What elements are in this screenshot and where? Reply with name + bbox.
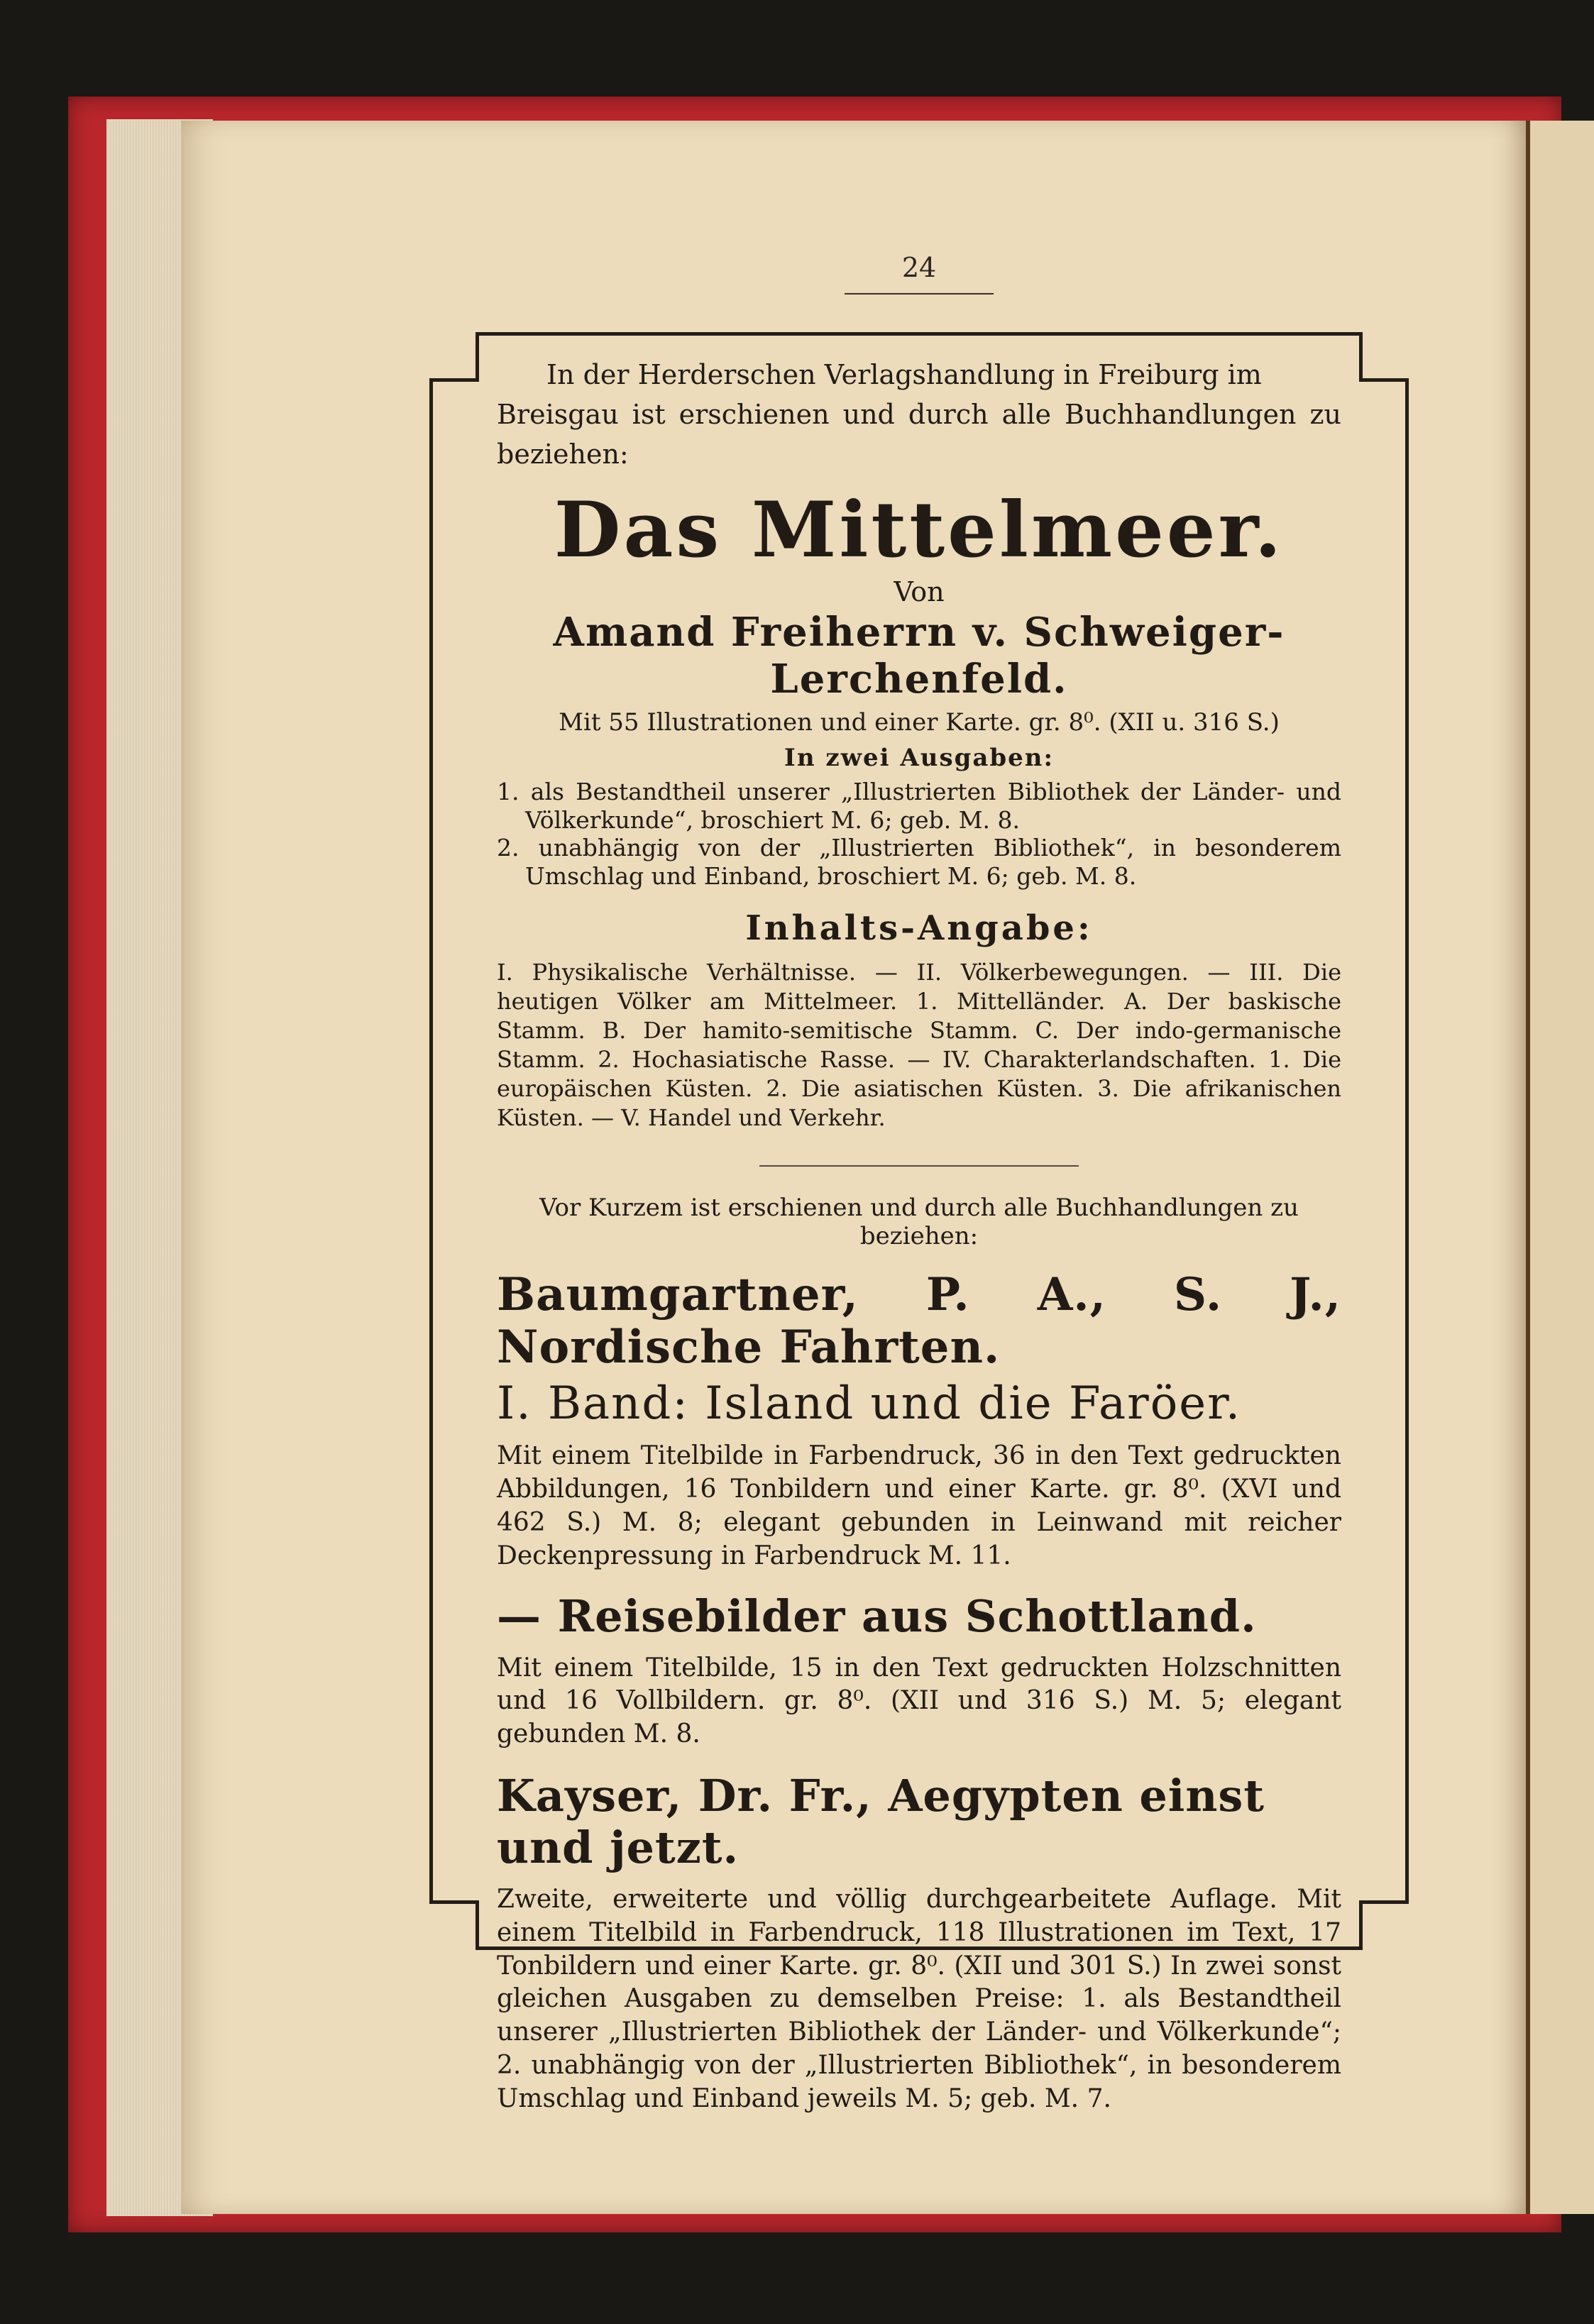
intro-line-1: In der Herderschen Verlagshandlung in Freiburg im <box>546 359 1262 390</box>
facing-page-edge <box>1526 121 1594 2214</box>
intro-line-2: Breisgau ist erschienen und durch alle Buchhandlungen zu beziehen: <box>497 399 1341 470</box>
book1-subhead: I. Band: Island und die Faröer. <box>497 1377 1242 1431</box>
book-title-mittelmeer: Das Mittelmeer. <box>554 485 1285 575</box>
book-meta: Mit 55 Illustrationen und einer Karte. gr. 8⁰. (XII u. 316 S.) <box>559 708 1280 737</box>
author-von: Von <box>894 576 945 608</box>
advertisement-content <box>429 334 1409 2113</box>
book3-body: Zweite, erweiterte und völlig durchgearbeitete Auflage. Mit einem Titelbild in Farbendruck, 118 Illustrationen im Text, 17 Tonbildern und einer Karte. gr. 8⁰. (XII und 301 S.) In zwei sonst gleichen Ausgaben zu demselben Preise: 1. als Bestandtheil unserer „Illustrierten Bibliothek der Länder- und Völkerkunde“; 2. unabhängig von der „Illustrierten Bibliothek“, in besonderem Umschlag und Einband jeweils M. 5; geb. M. 7. <box>497 1884 1341 2113</box>
book2-headline: — Reisebilder aus Schottland. <box>497 1590 1257 1642</box>
section-divider <box>759 1165 1079 1167</box>
book1-body: Mit einem Titelbilde in Farbendruck, 36 in den Text gedruckten Abbildungen, 16 Tonbildern und einer Karte. gr. 8⁰. (XVI und 462 S.) M. 8; elegant gebunden in Leinwand mit reicher Deckenpressung in Farbendruck M. 11. <box>497 1441 1341 1570</box>
book1-headline: Baumgartner, P. A., S. J., Nordische Fahrten. <box>497 1268 1341 1374</box>
author-name: Amand Freiherrn v. Schweiger-Lerchenfeld. <box>553 609 1285 703</box>
contents-text: I. Physikalische Verhältnisse. — II. Völkerbewegungen. — III. Die heutigen Völker am Mittelmeer. 1. Mittelländer. A. Der baskische Stamm. B. Der hamito-semitische Stamm. C. Der indo-germanische Stamm. 2. Hochasiatische Rasse. — IV. Charakterlandschaften. 1. Die europäischen Küsten. 2. Die asiatischen Küsten. 3. Die afrikanischen Küsten. — V. Handel und Verkehr. <box>497 959 1341 1132</box>
announcement-line: Vor Kurzem ist erschienen und durch alle Buchhandlungen zu beziehen: <box>539 1194 1299 1251</box>
contents-heading: Inhalts-Angabe: <box>745 908 1093 949</box>
editions-list <box>497 778 1341 890</box>
editions-heading: In zwei Ausgaben: <box>784 744 1055 773</box>
publisher-intro <box>497 355 1341 475</box>
edition-item-1: 1. als Bestandtheil unserer „Illustrierten Bibliothek der Länder- und Völkerkunde“, broschiert M. 6; geb. M. 8. <box>497 778 1341 834</box>
book3-headline: Kayser, Dr. Fr., Aegypten einst und jetzt. <box>497 1769 1265 1873</box>
page-number-rule <box>845 293 994 294</box>
book2-body: Mit einem Titelbilde, 15 in den Text gedruckten Holzschnitten und 16 Vollbildern. gr. 8⁰. (XII und 316 S.) M. 5; elegant gebunden M. 8. <box>497 1653 1341 1749</box>
page-number: 24 <box>901 252 937 283</box>
edition-item-2: 2. unabhängig von der „Illustrierten Bibliothek“, in besonderem Umschlag und Einband, broschiert M. 6; geb. M. 8. <box>497 834 1341 890</box>
